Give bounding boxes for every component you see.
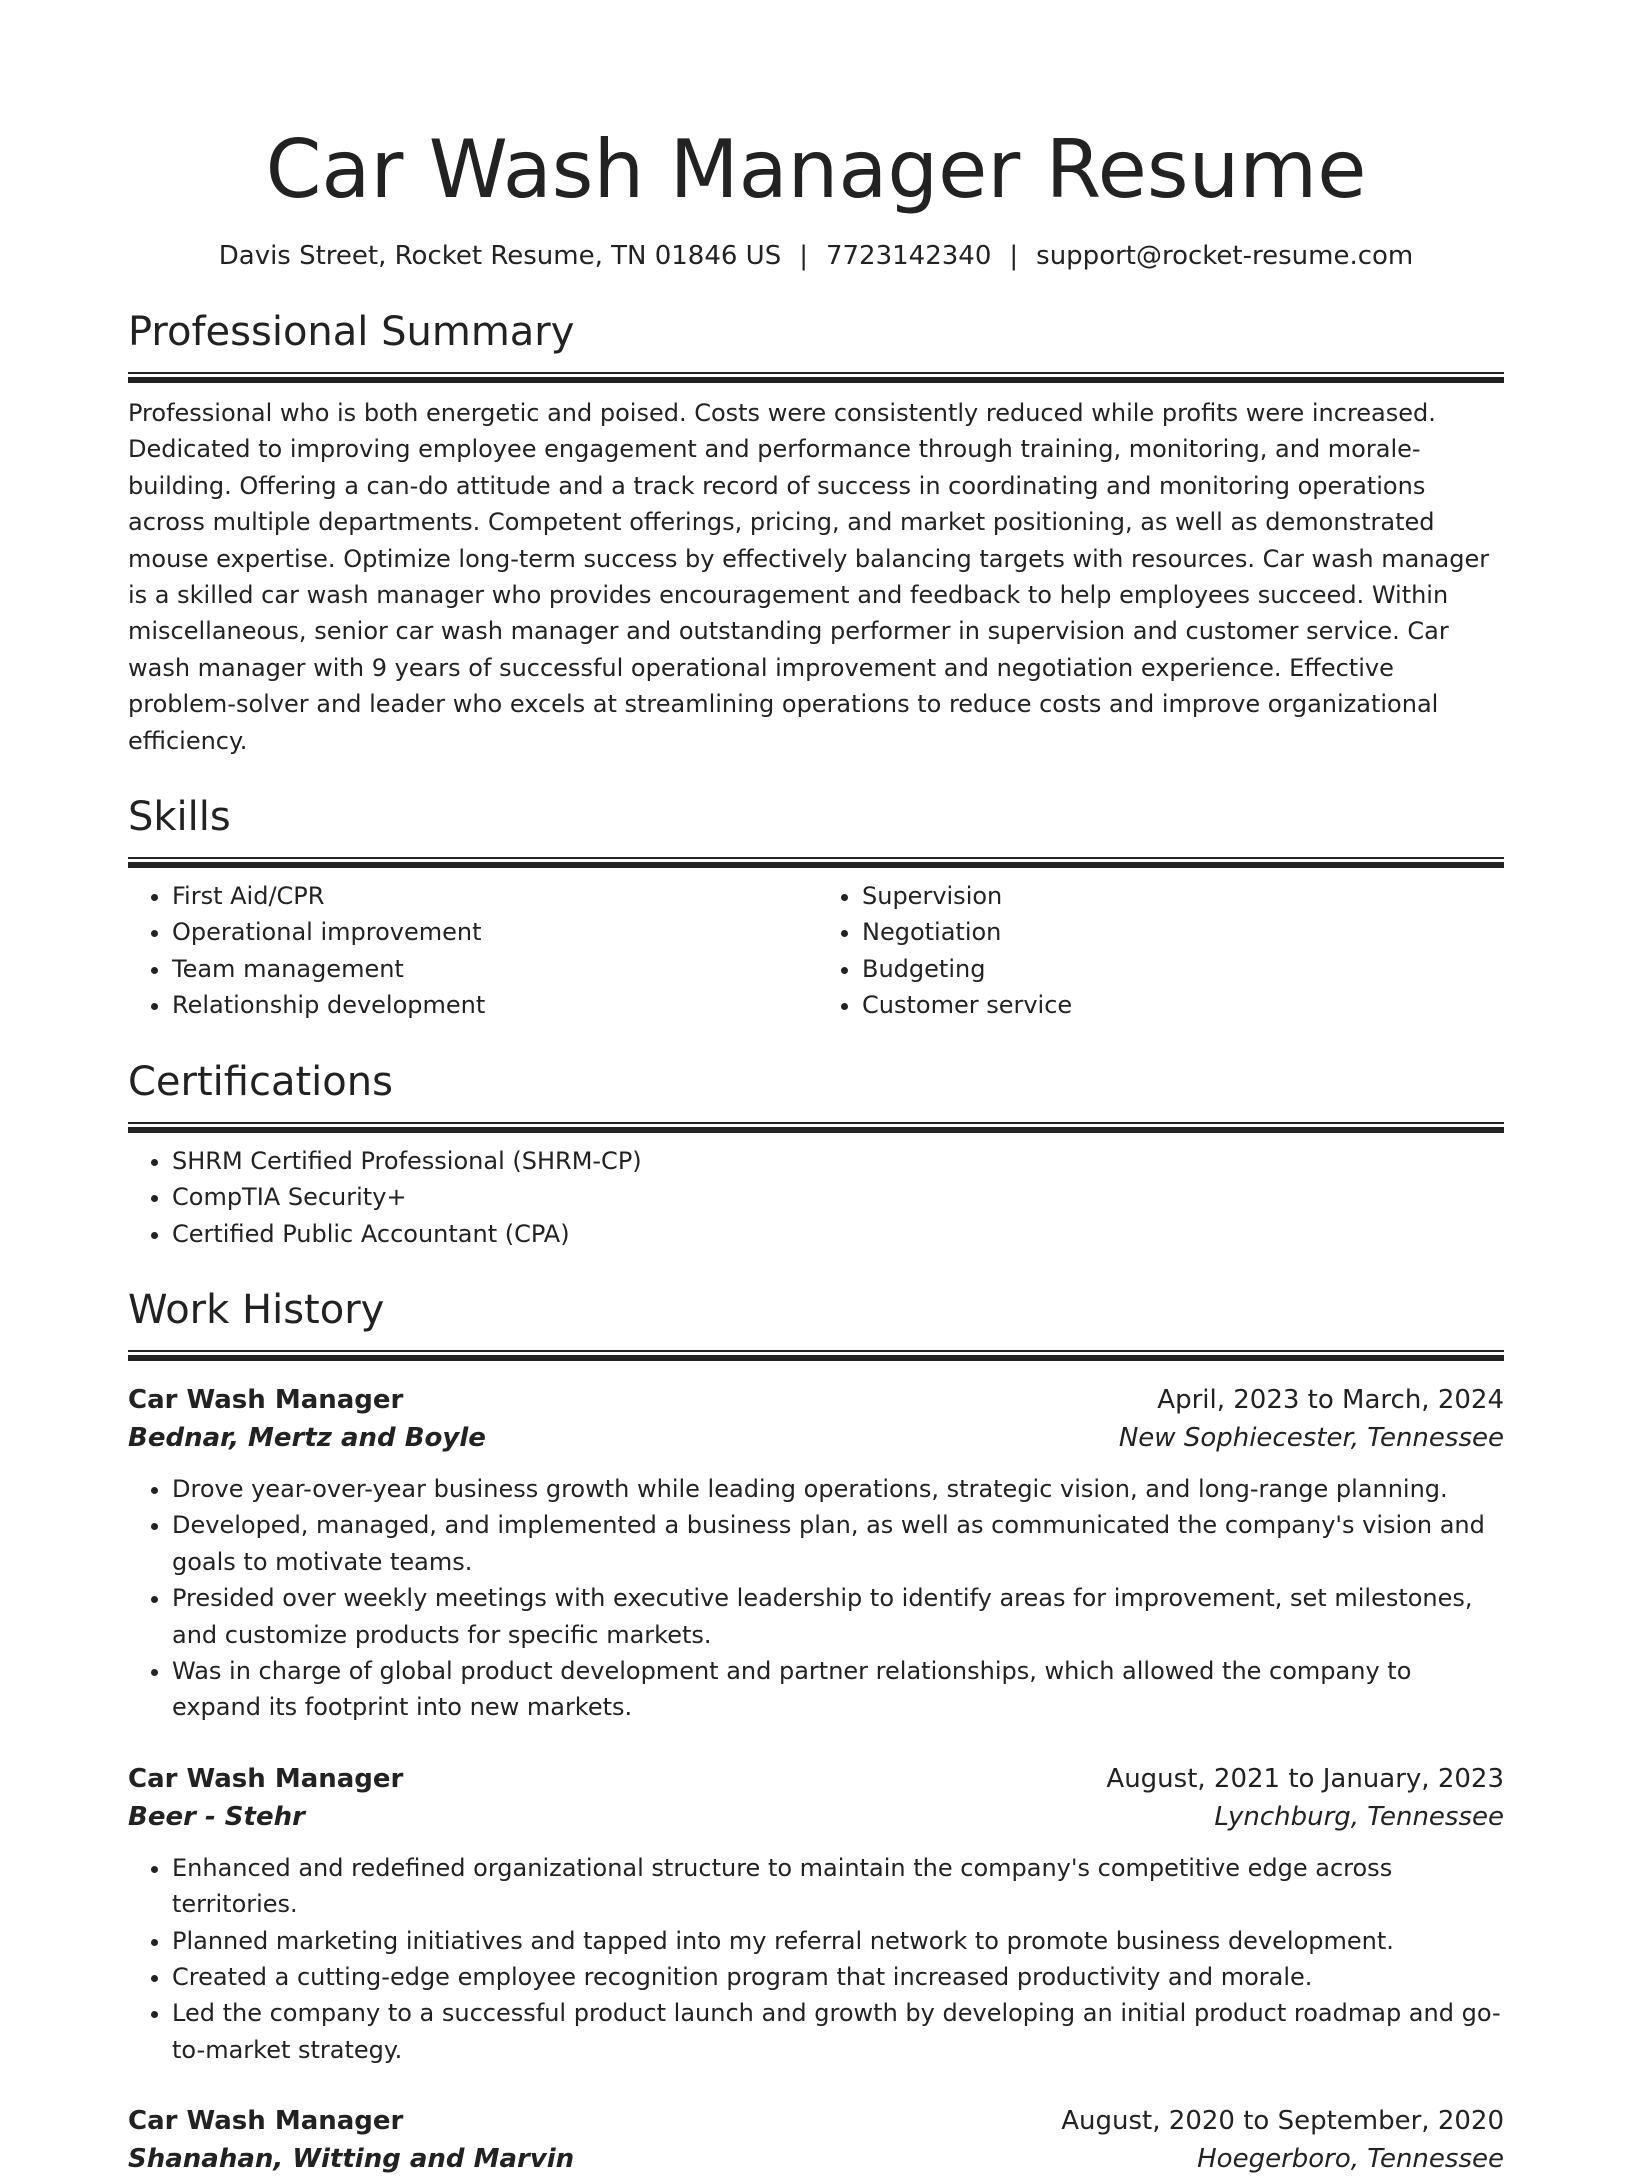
contact-separator: | — [1009, 241, 1019, 271]
summary-section — [128, 306, 1504, 759]
certifications-section — [128, 1056, 1504, 1252]
job-company: Bednar, Mertz and Boyle — [128, 1422, 486, 1453]
certification-item: • Certified Public Accountant (CPA) — [172, 1216, 1504, 1252]
contact-phone: 7723142340 — [825, 241, 992, 271]
skills-columns — [128, 878, 1504, 1024]
resume-title: Car Wash Manager Resume — [265, 123, 1367, 216]
certification-item: • SHRM Certified Professional (SHRM-CP) — [172, 1143, 1504, 1179]
work-history-heading: Work History — [128, 1286, 385, 1333]
work-history-section — [128, 1284, 1504, 2178]
job-entry — [128, 2102, 1504, 2178]
contact-email: support@rocket-resume.com — [1036, 241, 1414, 271]
skill-item: • Budgeting — [862, 951, 1504, 987]
skill-item: • Negotiation — [862, 914, 1504, 950]
skills-column-right — [816, 878, 1504, 1024]
skill-item: • Customer service — [862, 987, 1504, 1023]
summary-heading: Professional Summary — [128, 309, 575, 355]
skill-item: • Relationship development — [172, 987, 816, 1023]
job-bullet: • Created a cutting-edge employee recognition program that increased productivity and morale. — [172, 1959, 1504, 1995]
job-bullet: • Developed, managed, and implemented a business plan, as well as communicated the company's vision and goals to motivate teams. — [172, 1507, 1504, 1580]
job-title: Car Wash Manager — [128, 2106, 404, 2137]
skill-item: • Operational improvement — [172, 914, 816, 950]
job-bullets — [128, 1850, 1504, 2068]
section-divider — [128, 1350, 1504, 1361]
job-bullet: • Presided over weekly meetings with executive leadership to identify areas for improvement, set milestones, and customize products for specific markets. — [172, 1580, 1504, 1653]
section-divider — [128, 857, 1504, 868]
job-title: Car Wash Manager — [128, 1384, 404, 1415]
job-subheader — [128, 1419, 1504, 1457]
skill-item: • Team management — [172, 951, 816, 987]
job-bullet: • Drove year-over-year business growth while leading operations, strategic vision, and long-range planning. — [172, 1471, 1504, 1507]
job-subheader — [128, 1798, 1504, 1836]
job-header — [128, 2102, 1504, 2140]
job-bullet: • Enhanced and redefined organizational structure to maintain the company's competitive edge across territories. — [172, 1850, 1504, 1923]
job-dates: August, 2021 to January, 2023 — [1106, 1763, 1504, 1794]
skills-section — [128, 791, 1504, 1024]
skill-item: • First Aid/CPR — [172, 878, 816, 914]
section-divider — [128, 1122, 1504, 1133]
certifications-heading: Certifications — [128, 1058, 393, 1105]
job-dates: April, 2023 to March, 2024 — [1157, 1384, 1504, 1415]
skills-column-left — [128, 878, 816, 1024]
contact-separator: | — [799, 241, 808, 271]
job-title: Car Wash Manager — [128, 1763, 404, 1794]
certification-item: • CompTIA Security+ — [172, 1179, 1504, 1215]
job-entry — [128, 1381, 1504, 1726]
job-subheader — [128, 2140, 1504, 2178]
skills-heading: Skills — [128, 794, 231, 841]
contact-line — [128, 238, 1504, 274]
job-entry — [128, 1760, 1504, 2068]
job-location: New Sophiecester, Tennessee — [1118, 1422, 1504, 1453]
job-bullet: • Led the company to a successful product launch and growth by developing an initial product roadmap and go-to-market strategy. — [172, 1995, 1504, 2068]
job-header — [128, 1760, 1504, 1798]
job-bullet: • Was in charge of global product development and partner relationships, which allowed the company to expand its footprint into new markets. — [172, 1653, 1504, 1726]
job-header — [128, 1381, 1504, 1419]
job-dates: August, 2020 to September, 2020 — [1061, 2106, 1504, 2137]
skill-item: • Supervision — [862, 878, 1504, 914]
job-bullet: • Planned marketing initiatives and tapped into my referral network to promote business development. — [172, 1923, 1504, 1959]
job-company: Shanahan, Witting and Marvin — [128, 2144, 575, 2175]
job-location: Hoegerboro, Tennessee — [1197, 2144, 1504, 2175]
job-bullets — [128, 1471, 1504, 1726]
summary-text: Professional who is both energetic and poised. Costs were consistently reduced while profits were increased. Dedicated to improving employee engagement and performance through training, monitoring, and morale-building. Offering a can-do attitude and a track record of success in coordinating and monitoring operations across multiple departments. Competent offerings, pricing, and market positioning, as well as demonstrated mouse expertise. Optimize long-term success by effectively balancing targets with resources. Car wash manager is a skilled car wash manager who provides encouragement and feedback to help employees succeed. Within miscellaneous, senior car wash manager and outstanding performer in supervision and customer service. Car wash manager with 9 years of successful operational improvement and negotiation experience. Effective problem-solver and leader who excels at streamlining operations to reduce costs and improve organizational efficiency. — [128, 399, 1490, 755]
contact-address: Davis Street, Rocket Resume, TN 01846 US — [218, 241, 782, 271]
section-divider — [128, 372, 1504, 383]
certifications-list — [128, 1143, 1504, 1252]
job-company: Beer - Stehr — [128, 1801, 305, 1832]
job-location: Lynchburg, Tennessee — [1214, 1801, 1504, 1832]
